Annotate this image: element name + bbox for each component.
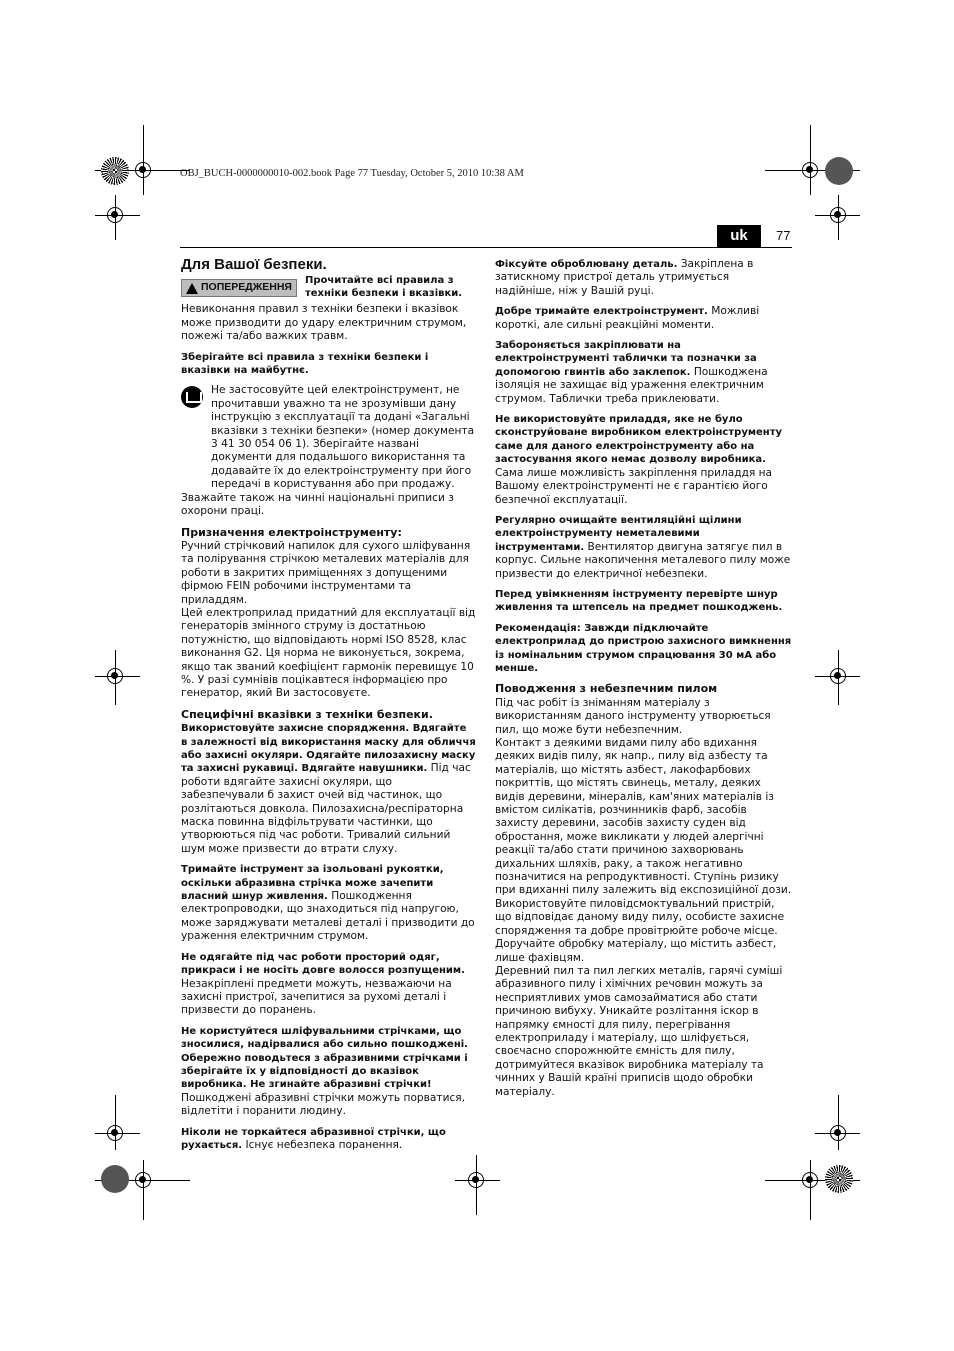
rule-text: Сама лише можливість закріплення приладдя на Вашому електроінструменті не є гарантією його безпечної експлуатації. [495, 466, 773, 506]
manual-note [181, 384, 476, 491]
paragraph: Контакт з деякими видами пилу або вдихання деяких видів пилу, як напр., пилу від азбесту та матеріалів, що містять азбест, лакофарбових покриттів, що містять свинець, металу, деяких видів деревини, мінералів, кам'яних матеріалів із вмістом силікатів, розчинників фарб, засобів захисту деревини, засобів захисту суден від обростання, може викликати у людей алергічні реакції та/або стати причиною захворювань дихальних шляхів, раку, а також негативно позначитися на репродуктивності. Ступінь ризику при вдиханні пилу залежить від експозиційної дози. Використовуйте пиловідсмоктувальний пристрій, що відповідає даному виду пилу, особисте захисне спорядження та добре провітрюйте робоче місце. Доручайте обробку матеріалу, що містить азбест, лише фахівцям. [495, 737, 792, 964]
rule-bold: Регулярно очищайте вентиляційні щілини електроінструменту неметалевими інструментами. [495, 514, 742, 553]
section-title: Для Вашої безпеки. [181, 256, 327, 273]
rule-text: Пошкодження електропроводки, що знаходиться під напругою, може заряджувати металеві деталі і призводити до ураження електричним струмом. [181, 890, 475, 943]
paragraph: Деревний пил та пил легких металів, гарячі суміші абразивного пилу і хімічних речовин можуть за несприятливих умов самозайматися або стати причиною вибуху. Уникайте розлітання іскор в напрямку ємності для пилу, перегрівання електроприладу і матеріалу, що шліфується, своєчасно спорожнюйте ємність для пилу, дотримуйтеся вказівок виробника матеріалу та чинних у Вашій країні приписів щодо обробки матеріалу. [495, 964, 783, 1098]
rule-bold: Забороняється закріплювати на електроінструменті таблички та позначки за допомогою гвинтів або заклепок. [495, 340, 757, 378]
warning-text: Прочитайте всі правила з техніки безпеки і вказівки. [304, 275, 463, 299]
read-manual-icon [181, 386, 203, 408]
rule-bold: Перед увімкненням інструменту перевірте шнур живлення та штепсель на предмет пошкоджень. [495, 588, 783, 614]
subheading: Специфічні вказівки з техніки безпеки. [181, 707, 433, 721]
rule-bold: Використовуйте захисне спорядження. Вдягайте в залежності від використання маску для обличчя або захисні окуляри. Одягайте пилозахисну маску та захисні рукавиці. Вдягайте навушники. [181, 723, 476, 775]
rule-bold: Тримайте інструмент за ізольовані рукоятки, оскільки абразивна стрічка може зачепити власний шнур живлення. [181, 864, 444, 903]
paragraph: Цей електроприлад придатний для експлуатації від генераторів змінного струму із достатньою потужністю, що відповідають нормі ISO 8528, клас виконання G2. Ця норма не виконується, зокрема, якщо так званий коефіцієнт гармонік перевищує 10 %. У разі сумнівів поцікавтеся інформацією про генератор, який Ви застосовуєте. [181, 606, 476, 700]
page-number: 77 [776, 228, 791, 243]
rule-bold: Не одягайте під час роботи просторий одяг, прикраси і не носіть довге волосся розпущеним. [181, 951, 465, 977]
rule-bold: Фіксуйте оброблювану деталь. [495, 259, 678, 270]
rule-bold: Рекомендація: Завжди підключайте електроприлад до пристрою захисного вимкнення із номінальним струмом спрацювання 30 мА або менше. [495, 622, 792, 674]
rule-text: Пошкоджені абразивні стрічки можуть порватися, відлетіти і поранити людину. [181, 1091, 466, 1118]
rule-text: Незакріплені предмети можуть, незважаючи на захисні пристрої, зачепитися за рухомі деталі і призвести до поранень. [181, 977, 452, 1017]
warning-badge-label: ПОПЕРЕДЖЕННЯ [201, 281, 292, 294]
rule [181, 951, 476, 1018]
paragraph: Невиконання правил з техніки безпеки і вказівок може призводити до удару електричним струмом, пожежі та/або важких травм. [181, 303, 467, 343]
rule-text: Закріплена в затискному пристрої деталь утримується надійніше, ніж у Вашій руці. [495, 258, 754, 297]
rule [181, 722, 476, 856]
rule-text: Під час роботи вдягайте захисні окуляри, що забезпечували б захист очей від частинок, що розлітаються довкола. Пилозахисна/респіраторна маска повинна відфільтрувати частинки, що утворюються під час роботи. Тривалий сильний шум може призвести до втрати слуху. [181, 762, 471, 855]
warning-badge [181, 279, 297, 296]
subheading: Поводження з небезпечним пилом [495, 682, 718, 696]
rule [495, 305, 792, 332]
language-badge: uk [717, 225, 761, 247]
rule [181, 863, 476, 943]
paragraph-bold: Зберігайте всі правила з техніки безпеки і вказівки на майбутнє. [181, 351, 429, 377]
rule [495, 413, 792, 507]
paragraph: Зважайте також на чинні національні приписи з охорони праці. [181, 491, 454, 518]
rule [495, 514, 792, 581]
rule-bold: Добре тримайте електроінструмент. [495, 306, 708, 318]
rule-text: Вентилятор двигуна затягує пил в корпус. Сильне накопичення металевого пилу може призвести до електричної небезпеки. [495, 540, 791, 580]
warning-triangle-icon [186, 283, 198, 294]
left-column [181, 258, 476, 1159]
rule [495, 258, 792, 298]
rule-text: Можливі короткі, але сильні реакційні моменти. [495, 305, 760, 331]
rule-bold: Ніколи не торкайтеся абразивної стрічки, що рухається. [181, 1126, 446, 1151]
paragraph: Не застосовуйте цей електроінструмент, не прочитавши уважно та не зрозумівши дану інструкцію з експлуатації та додані «Загальні вказівки з техніки безпеки» (номер документа 3 41 30 054 06 1). Зберігайте названі документи для подальшого використання та додавайте їх до електроінструменту при його передачі в користування або при продажу. [211, 384, 475, 491]
rule-bold: Не використовуйте приладдя, яке не було сконструйоване виробником електроінструменту саме для даного електроінструменту або на застосування якого немає дозволу виробника. [495, 414, 783, 466]
rule [181, 1126, 476, 1153]
paragraph: Ручний стрічковий напилок для сухого шліфування та полірування стрічкою металевих матеріалів для роботи в закритих приміщеннях з допущеними фірмою FEIN робочими інструментами та приладдям. [181, 539, 471, 606]
rule-text: Існує небезпека поранення. [242, 1138, 403, 1151]
subheading: Призначення електроінструменту: [181, 525, 402, 539]
rule [181, 1025, 476, 1119]
warning-row [181, 275, 476, 300]
rule-text: Пошкоджена ізоляція не захищає від ураження електричним струмом. Таблички треба приклеювати. [495, 365, 768, 405]
right-column [495, 258, 792, 1106]
header-rule [180, 247, 792, 248]
rule-bold: Не користуйтеся шліфувальними стрічками, що зносилися, надірвалися або сильно пошкоджені. Обережно поводьтеся з абразивними стрічками і зберігайте їх у відповідності до вказівок виробника. Не згинайте абразивні стрічки! [181, 1025, 468, 1091]
print-header: OBJ_BUCH-0000000010-002.book Page 77 Tuesday, October 5, 2010 10:38 AM [180, 168, 524, 179]
rule [495, 339, 792, 406]
paragraph: Під час робіт із зніманням матеріалу з використанням даного інструменту утворюється пил, що може бути небезпечним. [495, 696, 771, 736]
